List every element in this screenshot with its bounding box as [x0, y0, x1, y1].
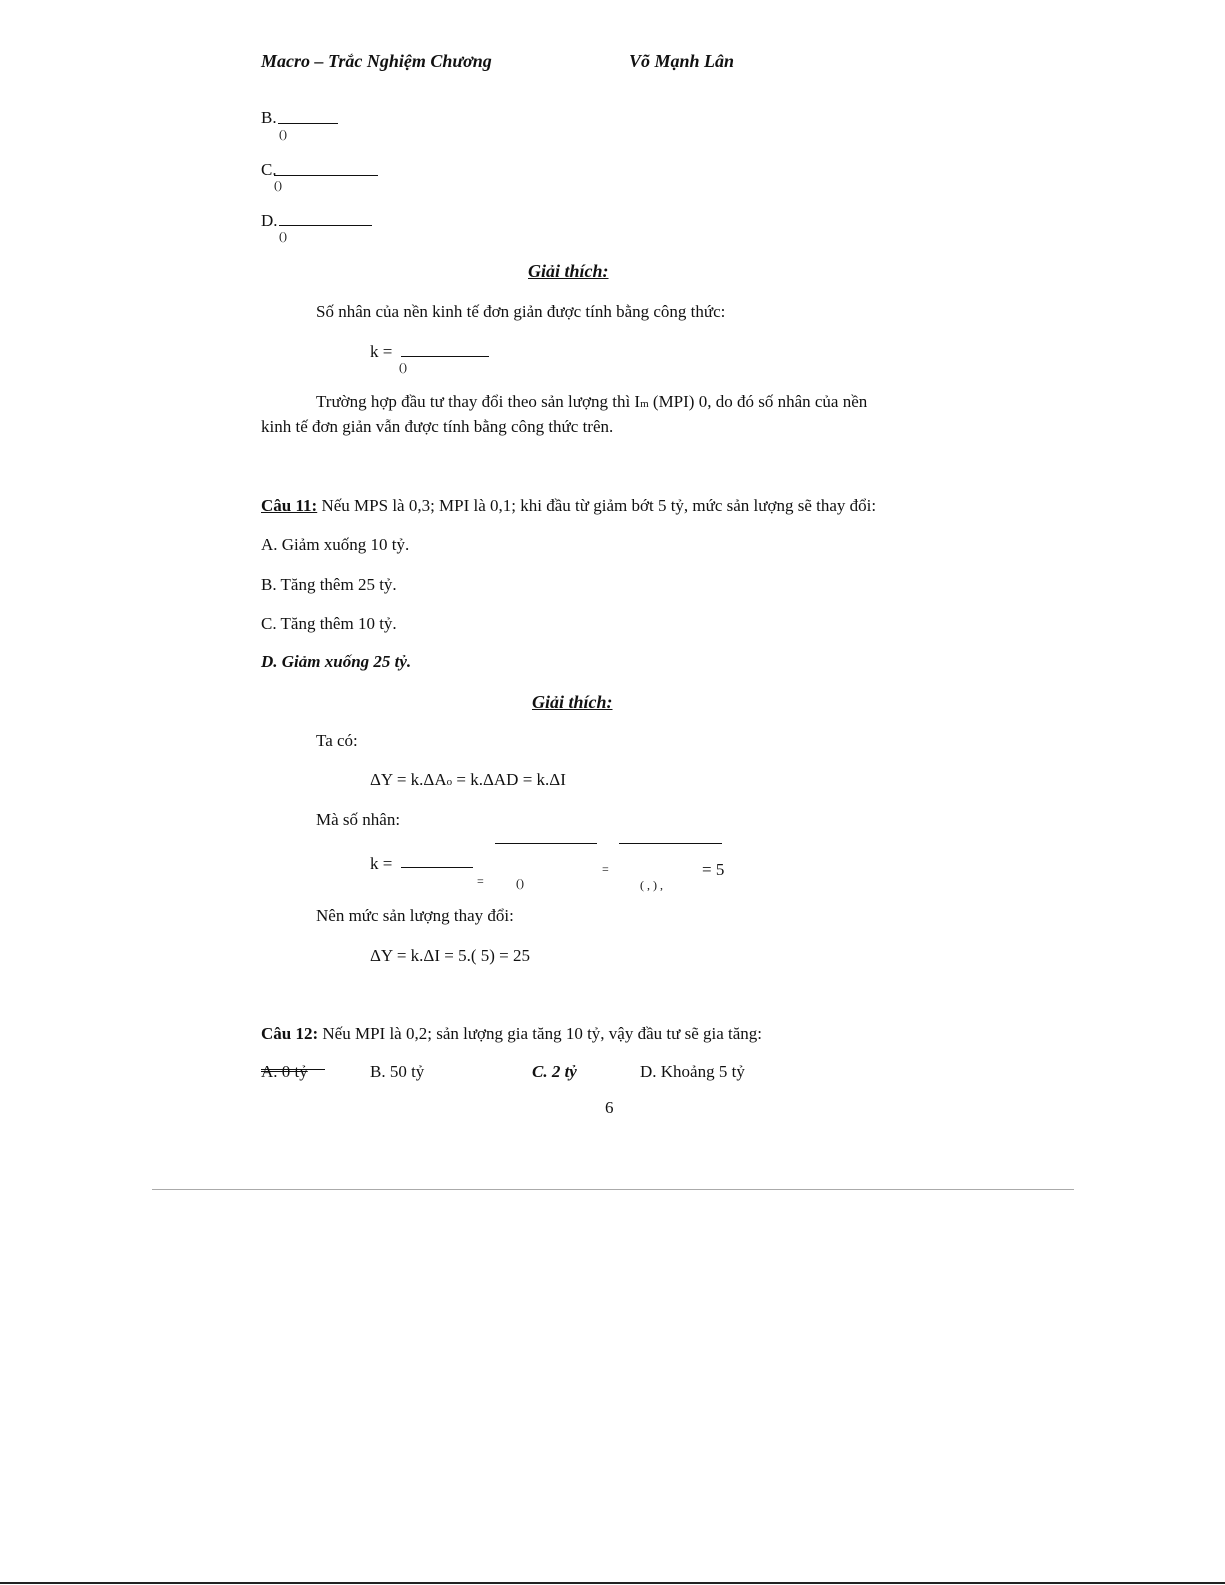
fraction-bar [279, 225, 372, 226]
fraction-denominator: () [516, 876, 524, 890]
fraction-denominator: ( , ) , [640, 878, 663, 892]
question-12 [261, 1024, 762, 1044]
header-right: Võ Mạnh Lân [629, 51, 735, 71]
text-run: Trường hợp đầu tư thay đổi theo sản lượng thì I [316, 392, 641, 411]
answer-option-b: B. 50 tỷ [370, 1062, 425, 1081]
option-b-prev [261, 108, 277, 128]
answer-option-d: D. Khoảng 5 tỷ [640, 1062, 745, 1081]
text-run: (MPI) 0, do đó số nhân của nền [648, 392, 868, 411]
answer-option-a: A. Giảm xuống 10 tỷ. [261, 535, 410, 554]
answer-option-d-correct: D. Giảm xuống 25 tỷ. [261, 652, 412, 671]
question-text: Nếu MPI là 0,2; sản lượng gia tăng 10 tỷ, vậy đầu tư sẽ gia tăng: [318, 1024, 762, 1043]
equals-sign: = [477, 874, 484, 888]
k-lhs: k = [370, 854, 393, 873]
page-number: 6 [605, 1098, 614, 1117]
option-label: C. [261, 160, 277, 179]
page-divider [152, 1189, 1074, 1190]
explanation-paragraph-line2: kinh tế đơn giản vẫn được tính bằng công thức trên. [261, 417, 614, 436]
fraction-denominator: () [399, 360, 407, 374]
option-c-prev [261, 160, 277, 180]
bottom-border [0, 1582, 1225, 1584]
explanation-title: Giải thích: [528, 261, 609, 281]
fraction-denominator: () [274, 178, 282, 192]
fraction-bar [274, 175, 378, 176]
equation-1 [370, 770, 566, 790]
explanation-title: Giải thích: [532, 692, 613, 712]
ma-so-nhan: Mà số nhân: [316, 810, 401, 829]
answer-option-a-struck: A. 0 tỷ [261, 1062, 308, 1081]
explanation-intro: Số nhân của nền kinh tế đơn giản được tính bằng công thức: [316, 302, 726, 321]
answer-option-c-correct: C. 2 tỷ [532, 1062, 577, 1081]
fraction-bar [401, 356, 489, 357]
option-label: B. [261, 108, 277, 127]
strike-overline [261, 1069, 325, 1070]
ta-co: Ta có: [316, 731, 358, 750]
formula-lhs: k = [370, 342, 393, 361]
equation-2: ΔY = k.ΔI = 5.( 5) = 25 [370, 946, 531, 965]
question-11 [261, 496, 876, 516]
fraction-bar [401, 867, 473, 868]
equals-sign: = [602, 862, 609, 876]
fraction-denominator: () [279, 127, 287, 141]
fraction-bar [495, 843, 597, 844]
fraction-bar [619, 843, 722, 844]
answer-option-b: B. Tăng thêm 25 tỷ. [261, 575, 397, 594]
subscript: m [640, 398, 649, 410]
subscript: o [446, 776, 453, 788]
answer-option-c: C. Tăng thêm 10 tỷ. [261, 614, 397, 633]
question-text: Nếu MPS là 0,3; MPI là 0,1; khi đầu từ giảm bớt 5 tỷ, mức sản lượng sẽ thay đổi: [317, 496, 877, 515]
fraction-denominator: () [279, 229, 287, 243]
question-label: Câu 11: [261, 496, 318, 515]
option-d-prev [261, 211, 278, 231]
explanation-paragraph-line1 [316, 392, 867, 412]
text-run: ΔY = k.ΔA [370, 770, 447, 789]
option-label: D. [261, 211, 278, 230]
text-run: = k.ΔAD = k.ΔI [452, 770, 566, 789]
fraction-bar [278, 123, 338, 124]
result: = 5 [702, 860, 725, 879]
nen-muc: Nên mức sản lượng thay đổi: [316, 906, 514, 925]
header-left: Macro – Trắc Nghiệm Chương [261, 51, 492, 71]
question-label: Câu 12: [261, 1024, 319, 1043]
